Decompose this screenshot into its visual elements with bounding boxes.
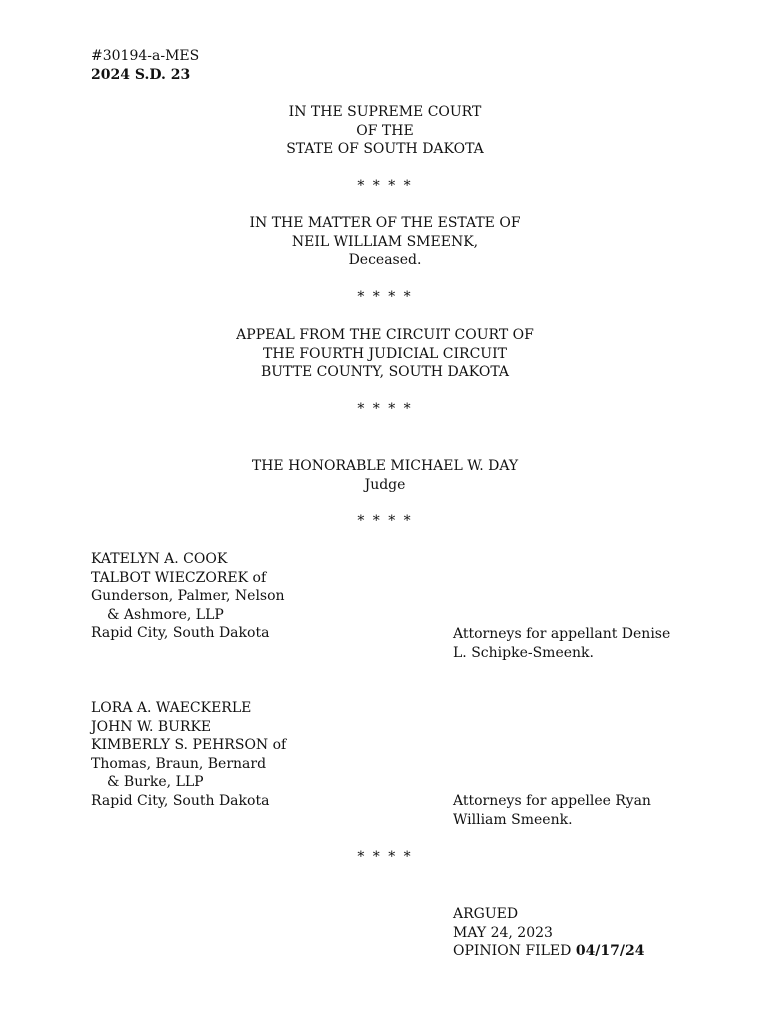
matter-line-3: Deceased. bbox=[348, 252, 422, 269]
counsel-line: Rapid City, South Dakota bbox=[91, 625, 270, 642]
role-line-1: Attorneys for appellant Denise bbox=[453, 626, 671, 642]
appellant-role bbox=[453, 625, 670, 662]
case-header bbox=[91, 47, 199, 84]
appeal-line-1: APPEAL FROM THE CIRCUIT COURT OF bbox=[236, 327, 534, 343]
role-line-1: Attorneys for appellee Ryan bbox=[453, 793, 651, 809]
argued-date: MAY 24, 2023 bbox=[453, 924, 553, 941]
separator-2: * * * * bbox=[357, 289, 413, 305]
court-line-1: IN THE SUPREME COURT bbox=[288, 104, 482, 120]
counsel-line: Rapid City, South Dakota bbox=[91, 792, 270, 809]
separator-1: * * * * bbox=[357, 178, 413, 194]
docket-number: #30194-a-MES bbox=[91, 48, 200, 64]
role-line-2: L. Schipke-Smeenk. bbox=[453, 644, 594, 661]
judge-name: THE HONORABLE MICHAEL W. DAY bbox=[251, 458, 519, 474]
counsel-line: & Ashmore, LLP bbox=[107, 606, 224, 623]
counsel-line: Gunderson, Palmer, Nelson bbox=[91, 588, 285, 605]
separator-4: * * * * bbox=[357, 513, 413, 529]
separator-5: * * * * bbox=[357, 849, 413, 865]
counsel-line: KATELYN A. COOK bbox=[91, 551, 228, 567]
appellee-counsel bbox=[91, 699, 286, 811]
separator-3: * * * * bbox=[357, 401, 413, 417]
counsel-line: Thomas, Braun, Bernard bbox=[91, 755, 267, 772]
appellee-role bbox=[453, 792, 651, 829]
filed-date: 04/17/24 bbox=[575, 943, 645, 960]
opinion-filed-line bbox=[453, 942, 645, 961]
matter-line-1: IN THE MATTER OF THE ESTATE OF bbox=[249, 215, 521, 231]
citation: 2024 S.D. 23 bbox=[91, 66, 191, 83]
matter-line-2: NEIL WILLIAM SMEENK, bbox=[291, 233, 479, 250]
appellant-counsel bbox=[91, 550, 285, 643]
appeal-line-3: BUTTE COUNTY, SOUTH DAKOTA bbox=[260, 364, 510, 381]
court-line-2: OF THE bbox=[356, 122, 414, 139]
dates-block bbox=[453, 905, 645, 961]
judge-title: Judge bbox=[364, 476, 406, 493]
filed-label: OPINION FILED bbox=[453, 943, 572, 960]
court-name bbox=[0, 103, 770, 159]
counsel-line: JOHN W. BURKE bbox=[91, 718, 212, 735]
argued-label: ARGUED bbox=[453, 906, 519, 922]
matter-caption bbox=[0, 214, 770, 270]
judge-block bbox=[0, 457, 770, 494]
counsel-line: TALBOT WIECZOREK of bbox=[91, 569, 267, 586]
court-line-3: STATE OF SOUTH DAKOTA bbox=[286, 141, 484, 158]
counsel-line: KIMBERLY S. PEHRSON of bbox=[91, 737, 287, 754]
counsel-line: LORA A. WAECKERLE bbox=[91, 700, 252, 716]
role-line-2: William Smeenk. bbox=[453, 811, 573, 828]
appeal-caption bbox=[0, 326, 770, 382]
counsel-line: & Burke, LLP bbox=[107, 774, 204, 791]
appeal-line-2: THE FOURTH JUDICIAL CIRCUIT bbox=[263, 345, 507, 362]
